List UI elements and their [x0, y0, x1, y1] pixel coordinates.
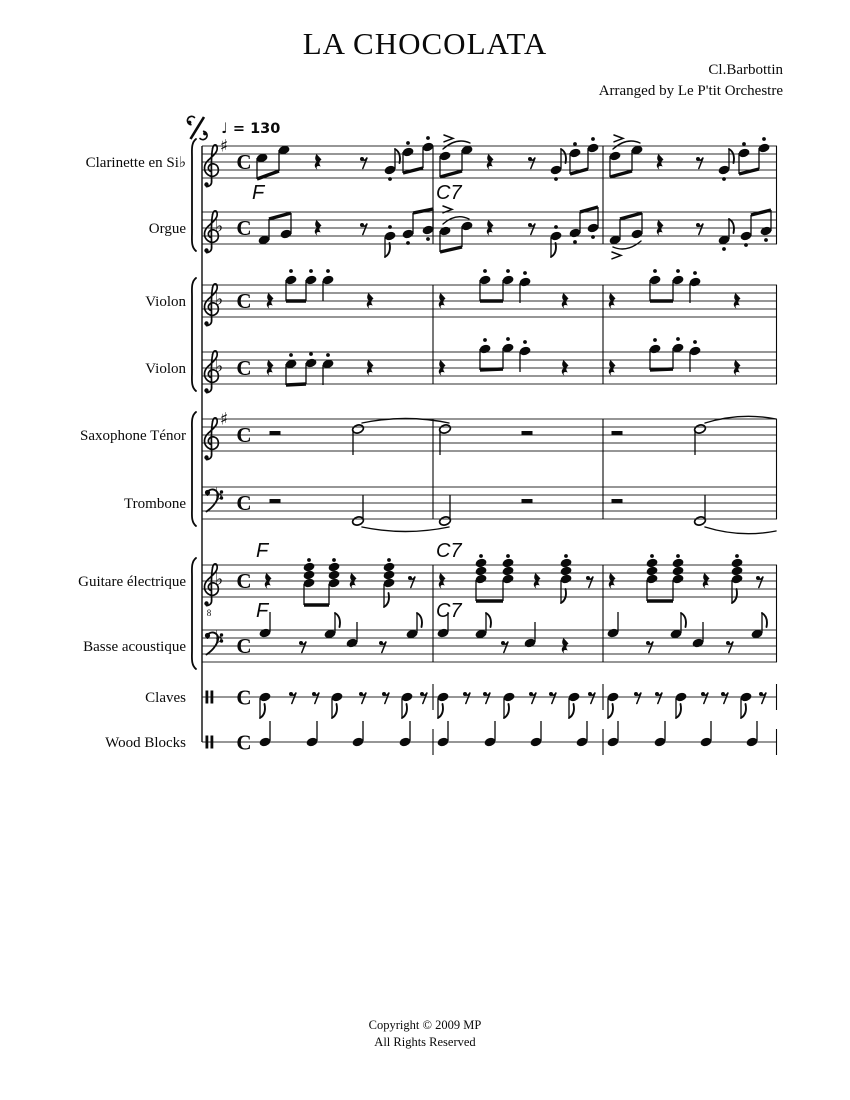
staccato-dot: [676, 269, 680, 273]
staccato-dot: [483, 338, 487, 342]
svg-text:8: 8: [206, 608, 212, 618]
notehead: [475, 566, 488, 577]
staccato-dot: [426, 136, 430, 140]
eighth-rest: [588, 692, 595, 704]
svg-text:♭: ♭: [214, 356, 224, 377]
time-signature: C: [236, 356, 252, 380]
chord-symbol-C7: C7: [436, 600, 462, 622]
chord-symbol-C7: C7: [436, 182, 462, 204]
eighth-rest: [726, 641, 733, 653]
eighth-rest: [312, 692, 319, 704]
notehead: [646, 566, 659, 577]
staccato-dot: [387, 558, 391, 562]
staccato-dot: [406, 241, 410, 245]
staccato-dot: [289, 353, 293, 357]
chord-symbol-F: F: [256, 600, 269, 622]
svg-text:♭: ♭: [214, 627, 224, 648]
staccato-dot: [388, 177, 392, 181]
staccato-dot: [676, 337, 680, 341]
chord-symbol-F: F: [252, 182, 265, 204]
eighth-rest: [721, 692, 728, 704]
time-signature: C: [236, 685, 252, 710]
instrument-label-claves: Claves: [145, 690, 186, 706]
eighth-rest: [483, 692, 490, 704]
staff-basse: [83, 612, 777, 662]
staccato-dot: [591, 235, 595, 239]
svg-text:♭: ♭: [214, 484, 224, 505]
notehead: [672, 558, 685, 569]
eighth-rest: [382, 692, 389, 704]
staff-violon1: [145, 269, 777, 326]
time-signature: C: [236, 491, 252, 515]
eighth-rest: [501, 641, 508, 653]
staccato-dot: [762, 137, 766, 141]
eighth-rest: [586, 576, 593, 588]
time-signature: C: [236, 150, 252, 174]
instrument-label-orgue: Orgue: [148, 221, 186, 237]
half-rest: [522, 499, 533, 503]
eighth-rest: [528, 223, 535, 235]
staff-violon2: [145, 337, 777, 393]
eighth-rest: [420, 692, 427, 704]
staff-clarinette: [86, 135, 777, 187]
segno-sign: [187, 116, 207, 139]
instrument-label-trombone: Trombone: [124, 496, 186, 512]
staccato-dot: [742, 142, 746, 146]
staccato-dot: [650, 554, 654, 558]
staccato-dot: [506, 554, 510, 558]
eighth-rest: [759, 692, 766, 704]
rights-line: All Rights Reserved: [374, 1035, 476, 1049]
staccato-dot: [326, 353, 330, 357]
staccato-dot: [722, 177, 726, 181]
staccato-dot: [554, 225, 558, 229]
time-signature: C: [236, 289, 252, 313]
half-rest: [270, 431, 281, 435]
copyright-line: Copyright © 2009 MP: [368, 1018, 482, 1032]
eighth-rest: [299, 641, 306, 653]
notehead: [646, 558, 659, 569]
staff-orgue: [149, 206, 777, 259]
notehead: [502, 566, 515, 577]
time-signature: C: [236, 730, 252, 755]
eighth-rest: [379, 641, 386, 653]
notehead: [328, 562, 341, 573]
notehead: [731, 566, 744, 577]
half-rest: [270, 499, 281, 503]
staccato-dot: [591, 137, 595, 141]
staccato-dot: [307, 558, 311, 562]
svg-text:♭: ♭: [214, 216, 224, 237]
instrument-label-basse: Basse acoustique: [83, 639, 186, 655]
notehead: [502, 558, 515, 569]
chord-symbol-C7: C7: [436, 540, 462, 562]
staccato-dot: [506, 337, 510, 341]
staccato-dot: [388, 225, 392, 229]
notehead: [303, 570, 316, 581]
staccato-dot: [289, 269, 293, 273]
eighth-rest: [696, 223, 703, 235]
staff-guitare: [78, 554, 777, 618]
staccato-dot: [332, 558, 336, 562]
staff-saxophone: [80, 410, 777, 460]
instrument-label-violon1: Violon: [145, 294, 186, 310]
staff-woodblocks: [105, 721, 777, 755]
instrument-label-guitare: Guitare électrique: [78, 574, 186, 590]
staccato-dot: [523, 271, 527, 275]
half-rest: [612, 499, 623, 503]
staccato-dot: [483, 269, 487, 273]
staccato-dot: [573, 240, 577, 244]
eighth-rest: [655, 692, 662, 704]
composer-credit: Cl.Barbottin: [708, 62, 783, 78]
instrument-label-violon2: Violon: [145, 361, 186, 377]
notehead: [672, 566, 685, 577]
notehead: [475, 558, 488, 569]
staccato-dot: [744, 243, 748, 247]
staccato-dot: [506, 269, 510, 273]
staccato-dot: [406, 141, 410, 145]
time-signature: C: [236, 634, 252, 658]
staccato-dot: [653, 338, 657, 342]
staccato-dot: [653, 269, 657, 273]
eighth-rest: [359, 692, 366, 704]
svg-text:♯: ♯: [219, 136, 229, 157]
staccato-dot: [764, 238, 768, 242]
instrument-label-saxophone: Saxophone Ténor: [80, 428, 186, 444]
staff-trombone: [124, 484, 777, 534]
tempo-marking: ♩ = 130: [221, 121, 281, 137]
half-rest: [522, 431, 533, 435]
eighth-rest: [408, 576, 415, 588]
svg-text:♯: ♯: [219, 409, 229, 430]
half-rest: [612, 431, 623, 435]
notehead: [328, 570, 341, 581]
group-brackets: [192, 139, 196, 669]
time-signature: C: [236, 569, 252, 593]
eighth-rest: [701, 692, 708, 704]
barlines: [202, 146, 777, 755]
staccato-dot: [523, 340, 527, 344]
arranger-credit: Arranged by Le P'tit Orchestre: [598, 83, 783, 99]
staccato-dot: [693, 271, 697, 275]
eighth-rest: [528, 157, 535, 169]
staccato-dot: [309, 352, 313, 356]
eighth-rest: [360, 223, 367, 235]
notehead: [303, 562, 316, 573]
staccato-dot: [735, 554, 739, 558]
notehead: [383, 562, 396, 573]
eighth-rest: [756, 576, 763, 588]
staccato-dot: [426, 237, 430, 241]
staccato-dot: [693, 340, 697, 344]
staccato-dot: [554, 177, 558, 181]
staccato-dot: [564, 554, 568, 558]
eighth-rest: [529, 692, 536, 704]
staccato-dot: [479, 554, 483, 558]
piece-title: LA CHOCOLATA: [302, 26, 548, 61]
time-signature: C: [236, 423, 252, 447]
staccato-dot: [573, 142, 577, 146]
svg-text:♭: ♭: [214, 289, 224, 310]
svg-text:♭: ♭: [214, 569, 224, 590]
chord-symbol-F: F: [256, 540, 269, 562]
staccato-dot: [676, 554, 680, 558]
staff-claves: [145, 686, 777, 719]
staccato-dot: [722, 247, 726, 251]
notehead: [383, 570, 396, 581]
time-signature: C: [236, 216, 252, 240]
notehead: [731, 558, 744, 569]
eighth-rest: [360, 157, 367, 169]
notehead: [560, 566, 573, 577]
eighth-rest: [463, 692, 470, 704]
eighth-rest: [696, 157, 703, 169]
eighth-rest: [549, 692, 556, 704]
staccato-dot: [309, 269, 313, 273]
notehead: [560, 558, 573, 569]
staccato-dot: [326, 269, 330, 273]
eighth-rest: [289, 692, 296, 704]
instrument-label-woodblocks: Wood Blocks: [105, 735, 186, 751]
eighth-rest: [634, 692, 641, 704]
eighth-rest: [646, 641, 653, 653]
instrument-label-clarinette: Clarinette en Si♭: [85, 155, 186, 171]
